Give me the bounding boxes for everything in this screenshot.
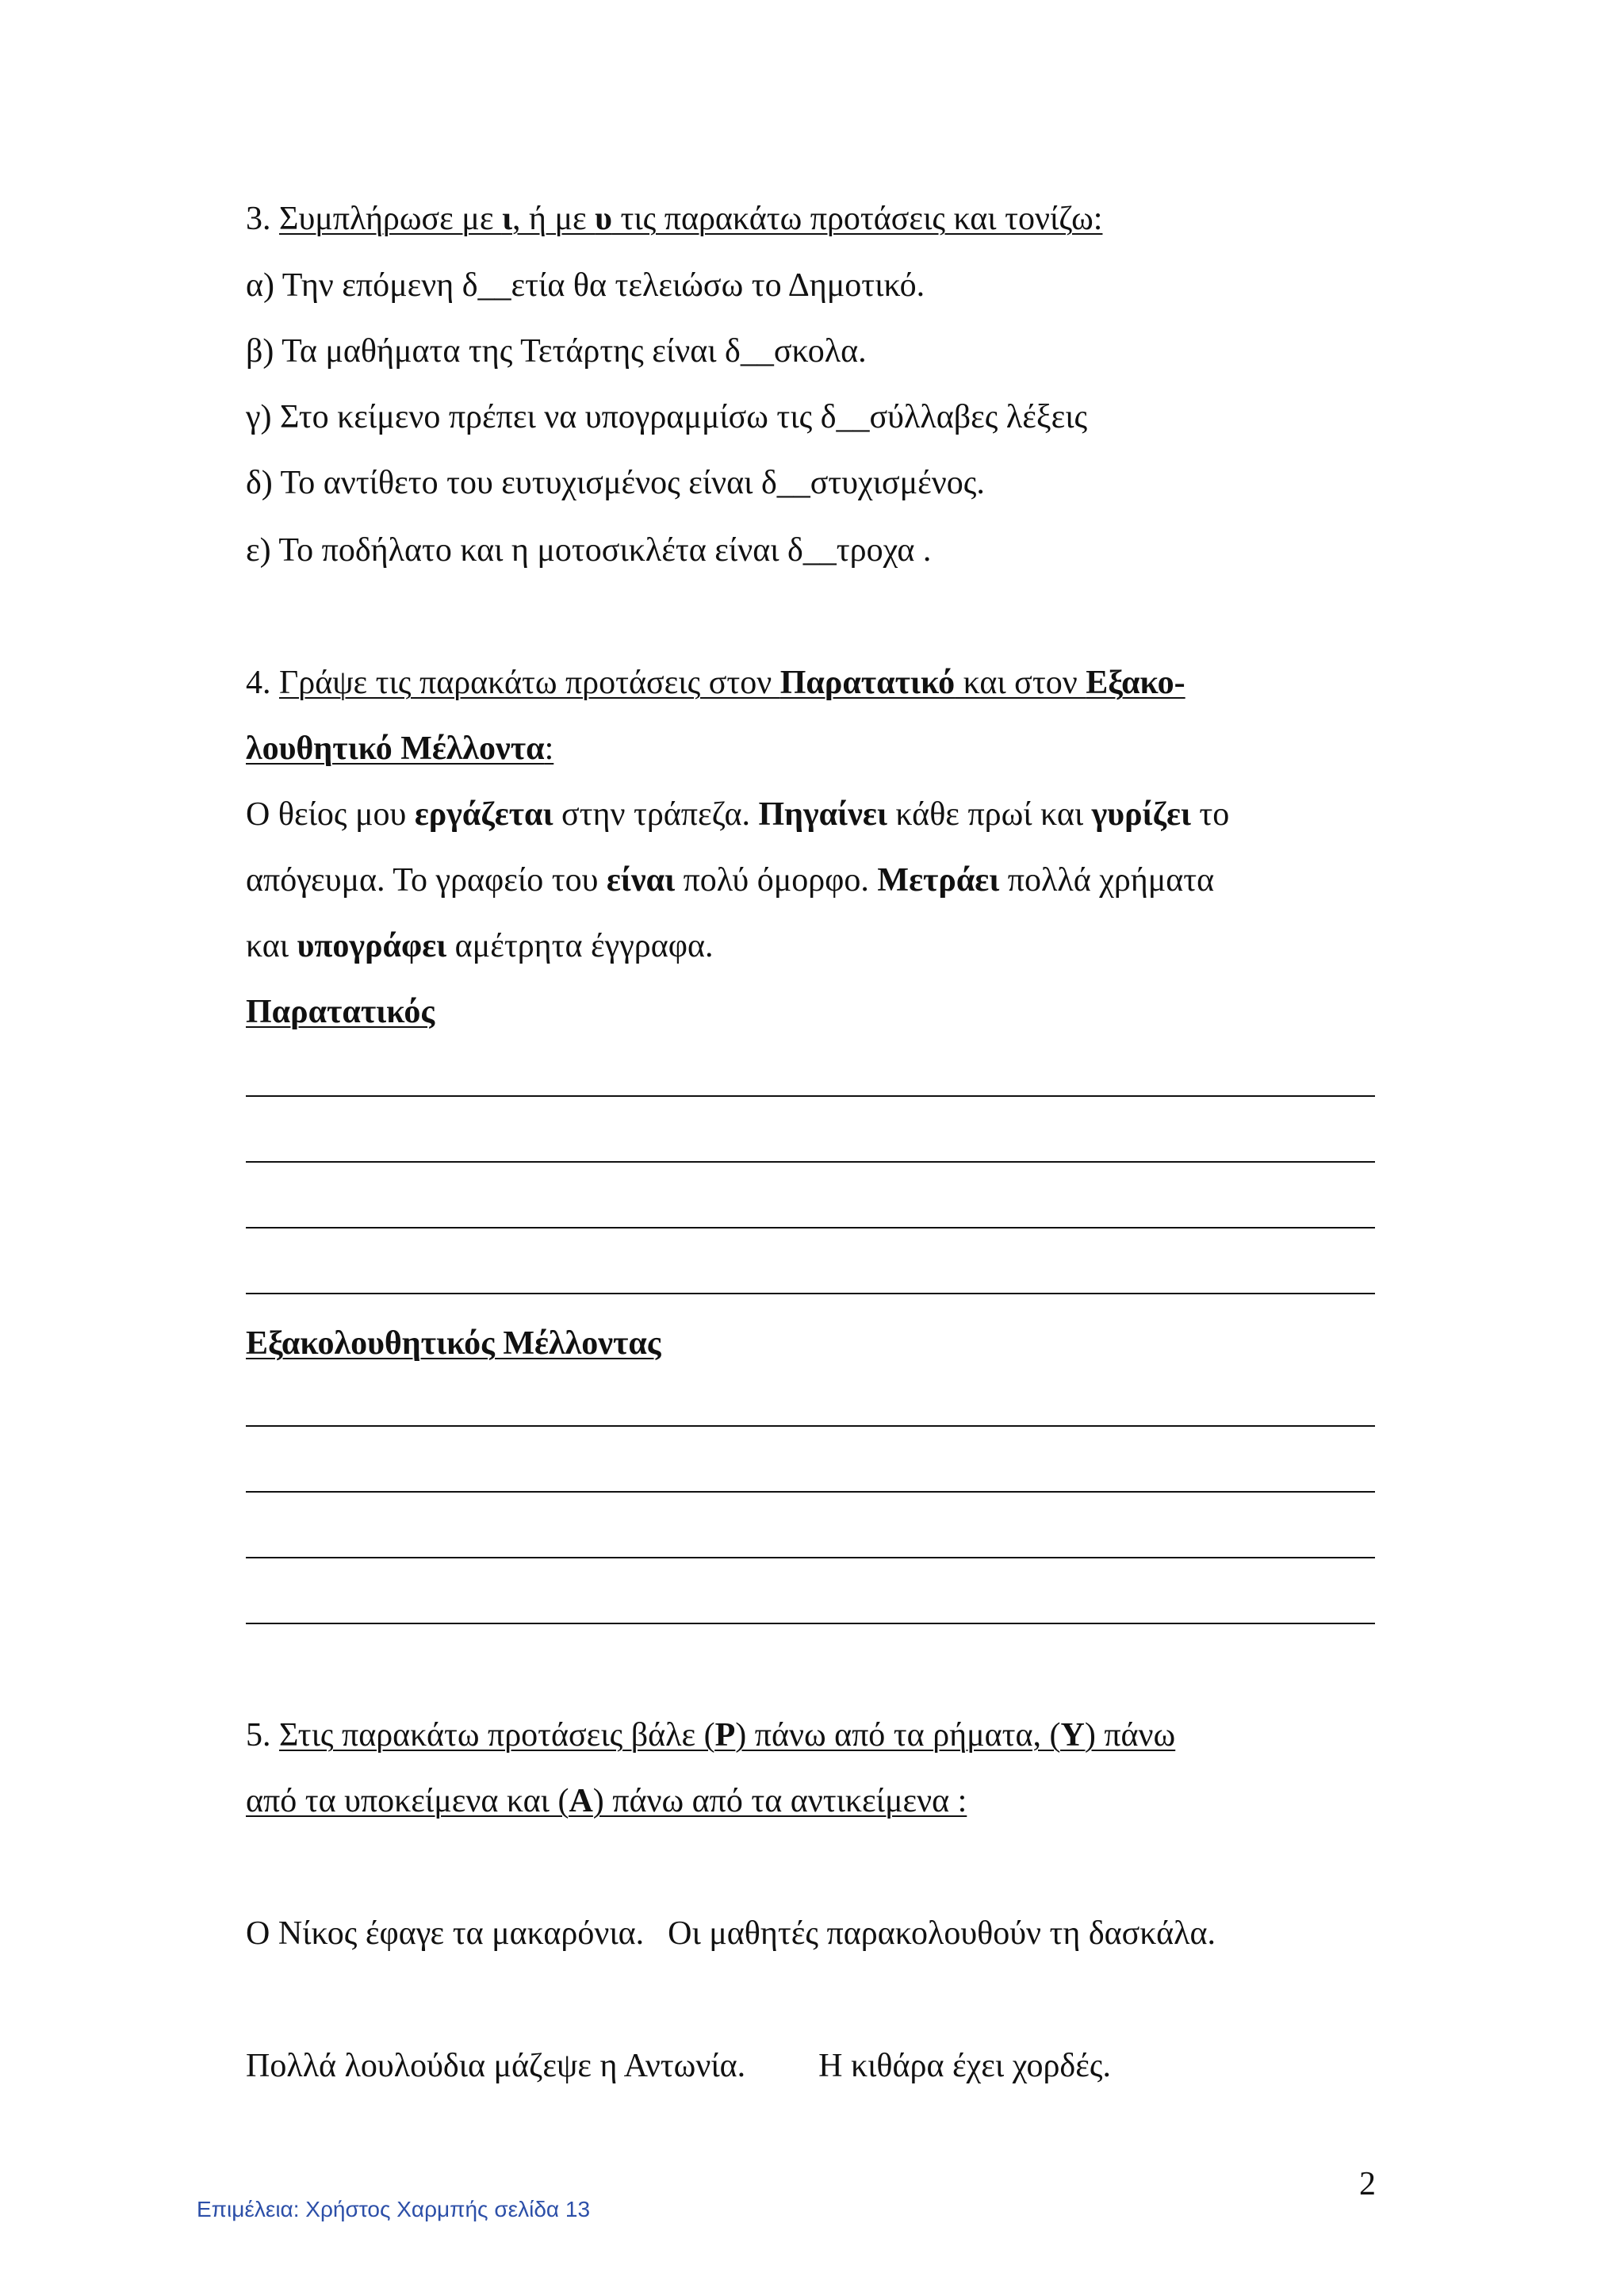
q3-number: 3.: [246, 201, 271, 237]
q3-item-a: α) Την επόμενη δ__ετία θα τελειώσω το Δημοτικό.: [246, 267, 925, 304]
q4-instruction: Γράψε τις παρακάτω προτάσεις στον Παρατατικό και στον Εξακο-: [279, 665, 1185, 701]
answer-line-past-4[interactable]: [246, 1293, 1375, 1294]
text-segment: το: [1190, 796, 1230, 833]
q4-title-line2: λουθητικό Μέλλοντα:: [246, 730, 554, 767]
q4-paragraph-line1: [246, 795, 1380, 834]
q5-sentences-row2: [246, 2047, 1380, 2085]
q3-item-e: ε) Το ποδήλατο και η μοτοσικλέτα είναι δ__τροχα .: [246, 532, 932, 569]
footer-credit: Επιμέλεια: Χρήστος Χαρμπής σελίδα 13: [197, 2197, 591, 2221]
answer-line-future-1[interactable]: [246, 1425, 1375, 1427]
text-segment: και: [246, 928, 297, 964]
q5-title-line2: από τα υποκείμενα και (Α) πάνω από τα αντικείμενα :: [246, 1783, 967, 1819]
text-segment: πολύ όμορφο.: [675, 862, 878, 899]
text-segment: κάθε πρωί και: [887, 796, 1092, 833]
q5-sentence-4: Η κιθάρα έχει χορδές.: [818, 2048, 1111, 2084]
q3-instruction: Συμπλήρωσε με ι, ή με υ τις παρακάτω προτάσεις και τονίζω:: [279, 201, 1103, 237]
text-segment: Πηγαίνει: [758, 796, 887, 833]
q5-title-line1: 5. Στις παρακάτω προτάσεις βάλε (Ρ) πάνω από τα ρήματα, (Υ) πάνω: [246, 1717, 1176, 1754]
q3-item-b: β) Τα μαθήματα της Τετάρτης είναι δ__σκολα.: [246, 333, 867, 370]
text-segment: αμέτρητα έγγραφα.: [446, 928, 714, 964]
text-segment: πολλά χρήματα: [999, 862, 1215, 899]
q4-title-line1: [246, 664, 1380, 702]
text-segment: είναι: [606, 862, 676, 899]
q3-item-d: δ) Το αντίθετο του ευτυχισμένος είναι δ__στυχισμένος.: [246, 465, 985, 501]
answer-line-future-4[interactable]: [246, 1623, 1375, 1624]
text-segment: γυρίζει: [1091, 796, 1191, 833]
heading-future-tense: Εξακολουθητικός Μέλλοντας: [246, 1325, 661, 1362]
q3-title: [246, 200, 1380, 238]
q4-paragraph-line3: [246, 927, 1380, 965]
answer-line-past-2[interactable]: [246, 1161, 1375, 1163]
q5-sentences-row1: [246, 1915, 1380, 1953]
page-number: 2: [1359, 2166, 1376, 2202]
q4-number: 4.: [246, 665, 271, 701]
q3-item-c: γ) Στο κείμενο πρέπει να υπογραμμίσω τις δ__σύλλαβες λέξεις: [246, 399, 1088, 435]
answer-line-future-2[interactable]: [246, 1491, 1375, 1493]
text-segment: απόγευμα. Το γραφείο του: [246, 862, 607, 899]
text-segment: υπογράφει: [297, 928, 447, 964]
answer-line-past-1[interactable]: [246, 1095, 1375, 1097]
text-segment: στην τράπεζα.: [553, 796, 759, 833]
heading-past-tense: Παρατατικός: [246, 994, 435, 1030]
q5-sentence-2: Οι μαθητές παρακολουθούν τη δασκάλα.: [668, 1915, 1216, 1952]
text-segment: εργάζεται: [414, 796, 553, 833]
q4-paragraph-line2: [246, 861, 1380, 899]
text-segment: Μετράει: [877, 862, 1000, 899]
text-segment: Ο θείος μου: [246, 796, 415, 833]
q5-sentence-3: Πολλά λουλούδια μάζεψε η Αντωνία.: [246, 2048, 746, 2084]
q5-number: 5.: [246, 1717, 271, 1754]
q5-sentence-1: Ο Νίκος έφαγε τα μακαρόνια.: [246, 1915, 645, 1952]
answer-line-past-3[interactable]: [246, 1227, 1375, 1228]
answer-line-future-3[interactable]: [246, 1557, 1375, 1558]
